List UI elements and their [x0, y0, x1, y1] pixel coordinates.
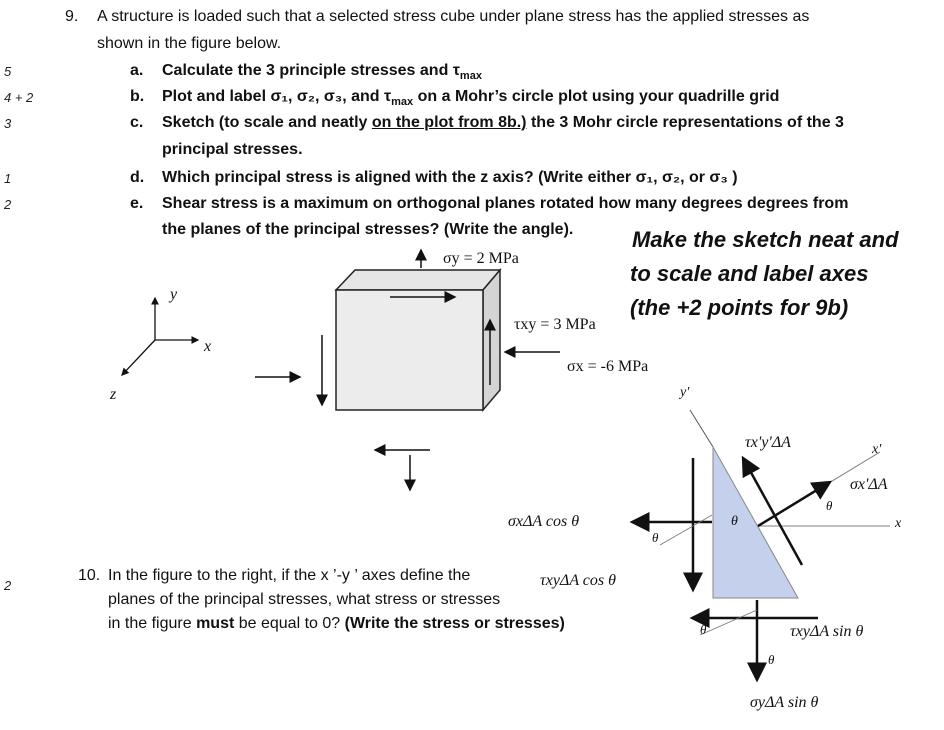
points-b: 4 + 2: [4, 90, 34, 105]
points-a: 5: [4, 64, 12, 79]
q9-line1: A structure is loaded such that a selected stress cube under plane stress has the applied stresses as: [97, 8, 810, 25]
note-line2: to scale and label axes: [630, 261, 869, 286]
item-a-text: Calculate the 3 principle stresses and $\tau_{max}$: [162, 62, 482, 83]
sigma-y-label: σy = 2 MPa: [443, 250, 519, 267]
theta-label: θ: [826, 498, 833, 513]
item-e-text: Shear stress is a maximum on orthogonal planes rotated how many degrees degrees from: [162, 195, 849, 212]
tau-xy-label: τxy = 3 MPa: [514, 316, 596, 333]
q9-line2: shown in the figure below.: [97, 35, 282, 52]
axes-triad: [122, 298, 198, 375]
item-e-line2: the planes of the principal stresses? (Write the angle).: [162, 221, 574, 238]
item-e-label: e.: [130, 195, 144, 212]
tau-xy-cos-label: τxyΔA cos θ: [540, 572, 616, 589]
item-d-text: Which principal stress is aligned with the z axis? (Write either σ₁, σ₂, or σ₃ ): [162, 169, 738, 186]
axis-z-label: z: [110, 386, 117, 403]
points-q10: 2: [4, 578, 12, 593]
theta-label: θ: [731, 514, 738, 529]
sigma-x-cos-label: σxΔA cos θ: [508, 513, 580, 530]
item-c-line2: principal stresses.: [162, 141, 303, 158]
cube: [336, 270, 500, 410]
x-axis-label: x: [895, 516, 902, 531]
points-d: 1: [4, 171, 12, 186]
item-d-label: d.: [130, 169, 145, 186]
note-line3: (the +2 points for 9b): [630, 295, 849, 320]
item-c-label: c.: [130, 114, 144, 131]
sigma-xp-label: σx'ΔA: [850, 476, 888, 493]
q10-line2: planes of the principal stresses, what stress or stresses: [108, 591, 501, 608]
note-line1: Make the sketch neat and: [632, 227, 899, 252]
item-c-text: Sketch (to scale and neatly on the plot from 8b.) the 3 Mohr circle representations of the 3: [162, 114, 844, 131]
item-b-label: b.: [130, 88, 145, 105]
sigma-y-sin-label: σyΔA sin θ: [750, 694, 819, 711]
theta-label: θ: [700, 622, 707, 637]
item-a-label: a.: [130, 62, 144, 79]
axis-y-label: y: [170, 286, 178, 303]
axis-x-label: x: [204, 338, 212, 355]
x-prime-label: x': [872, 442, 882, 457]
theta-label: θ: [768, 652, 775, 667]
y-prime-label: y': [680, 385, 690, 400]
tau-xpyp-label: τx'y'ΔA: [745, 434, 791, 451]
points-c: 3: [4, 116, 12, 131]
item-b-text: Plot and label σ₁, σ₂, σ₃, and $\tau_{max}$ on a Mohr’s circle plot using your quadrille grid: [162, 88, 780, 109]
theta-label: θ: [652, 530, 659, 545]
q10-number: 10.: [78, 567, 101, 584]
q9-number: 9.: [65, 8, 79, 25]
q10-line3: in the figure must be equal to 0? (Write the stress or stresses): [108, 615, 565, 632]
points-e: 2: [4, 197, 12, 212]
q10-line1: In the figure to the right, if the x ’-y ’ axes define the: [108, 567, 471, 584]
sigma-x-label: σx = -6 MPa: [567, 358, 649, 375]
tau-xy-sin-label: τxyΔA sin θ: [790, 623, 864, 640]
